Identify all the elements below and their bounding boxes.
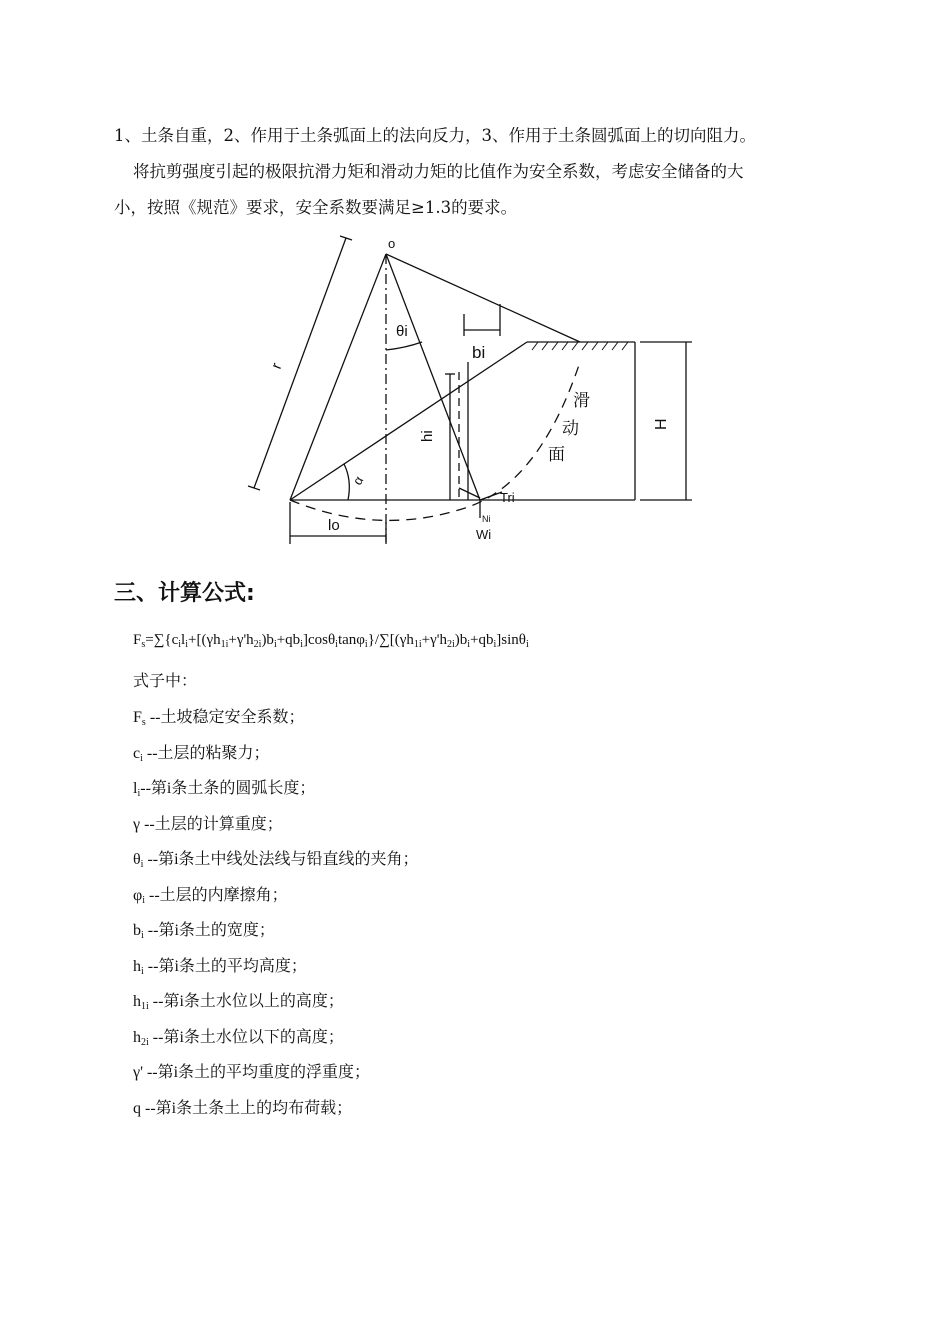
definition-text: --第i条土条土上的均布荷载； bbox=[141, 1099, 353, 1117]
definition-text: --第i条土水位以下的高度； bbox=[148, 1028, 344, 1046]
definition-item bbox=[133, 846, 419, 870]
definition-text: --土层的内摩擦角； bbox=[145, 886, 288, 904]
paragraph-safety-line1: 将抗剪强度引起的极限抗滑力矩和滑动力矩的比值作为安全系数，考虑安全储备的大 bbox=[133, 162, 744, 181]
section-heading: 三、计算公式: bbox=[114, 581, 255, 606]
definition-item bbox=[133, 1059, 370, 1083]
label-theta-i: θi bbox=[396, 323, 408, 340]
definition-subscript: i bbox=[141, 930, 144, 941]
paragraph-safety-line2: 小，按照《规范》要求，安全系数要满足≥1.3的要求。 bbox=[114, 198, 518, 217]
definition-symbol: c bbox=[133, 744, 141, 762]
label-ni: Ni bbox=[482, 514, 491, 524]
definition-item bbox=[133, 775, 315, 799]
definition-item bbox=[133, 811, 283, 835]
definition-subscript: i bbox=[140, 752, 143, 764]
definition-text: --土层的粘聚力； bbox=[142, 744, 270, 762]
paragraph-forces: 1、土条自重，2、作用于土条弧面上的法向反力，3、作用于土条圆弧面上的切向阻力。 bbox=[114, 126, 756, 145]
definition-subscript: i bbox=[140, 859, 144, 870]
definition-symbol: b bbox=[133, 922, 141, 939]
definition-item bbox=[133, 1024, 344, 1048]
definition-text: --第i条土水位以上的高度； bbox=[148, 993, 344, 1010]
definition-symbol: θ bbox=[133, 851, 141, 868]
definition-symbol: γ' bbox=[133, 1064, 143, 1081]
definition-subscript: i bbox=[142, 894, 146, 906]
definition-text: --第i条土中线处法线与铅直线的夹角； bbox=[143, 851, 419, 868]
where-label: 式子中： bbox=[133, 673, 198, 690]
definition-text: --第i条土的平均重度的浮重度； bbox=[142, 1064, 371, 1081]
definition-subscript: i bbox=[141, 965, 144, 977]
definition-item bbox=[133, 917, 275, 941]
definition-text: --第i条土的平均高度； bbox=[143, 957, 307, 975]
definition-subscript: 2i bbox=[141, 1036, 149, 1048]
definition-item bbox=[133, 1095, 352, 1119]
label-lo: lo bbox=[328, 517, 340, 534]
definition-symbol: φ bbox=[133, 886, 143, 904]
definition-item bbox=[133, 953, 307, 977]
definition-text: --第i条土条的圆弧长度； bbox=[140, 780, 316, 797]
label-tri: Tri bbox=[500, 490, 515, 505]
definition-subscript: s bbox=[141, 717, 146, 728]
label-slide-1: 滑 bbox=[573, 391, 590, 410]
label-o: o bbox=[388, 236, 396, 251]
definition-item bbox=[133, 988, 344, 1012]
label-r: r bbox=[267, 360, 286, 372]
label-bi: bi bbox=[472, 343, 486, 362]
definition-item bbox=[133, 704, 304, 728]
slope-stability-diagram bbox=[240, 232, 710, 552]
definition-symbol: q bbox=[133, 1099, 141, 1117]
safety-factor-formula: $F_s=\sum\{c_il_i+[(\gamma h_{1i}+\gamma'h_{2i})b_i+qb_i]\cos\theta_i\tan\varphi_i\}/\sum[(\gamma h_{1i}+\gamma'h_{2i})b_i+qb_i]\sin\theta_i$ bbox=[133, 632, 529, 650]
definition-symbol: h bbox=[133, 1028, 141, 1046]
label-hi: hi bbox=[419, 430, 436, 442]
definition-symbol: γ bbox=[133, 815, 141, 833]
definition-subscript: i bbox=[137, 788, 141, 799]
label-slide-3: 面 bbox=[548, 445, 565, 464]
label-alpha: α bbox=[349, 473, 367, 488]
definition-item bbox=[133, 882, 288, 906]
definition-symbol: h bbox=[133, 957, 141, 975]
label-slide-2: 动 bbox=[562, 419, 579, 438]
definition-item bbox=[133, 740, 270, 764]
definition-symbol: l bbox=[133, 780, 138, 797]
definition-symbol: F bbox=[133, 709, 142, 726]
definition-subscript: 1i bbox=[141, 1001, 149, 1012]
definition-symbol: h bbox=[133, 993, 141, 1010]
definition-text: --土层的计算重度； bbox=[140, 815, 283, 833]
label-H: H bbox=[653, 418, 670, 430]
definition-text: --土坡稳定安全系数； bbox=[145, 709, 305, 726]
label-wi: Wi bbox=[476, 527, 492, 542]
definition-text: --第i条土的宽度； bbox=[143, 922, 275, 939]
